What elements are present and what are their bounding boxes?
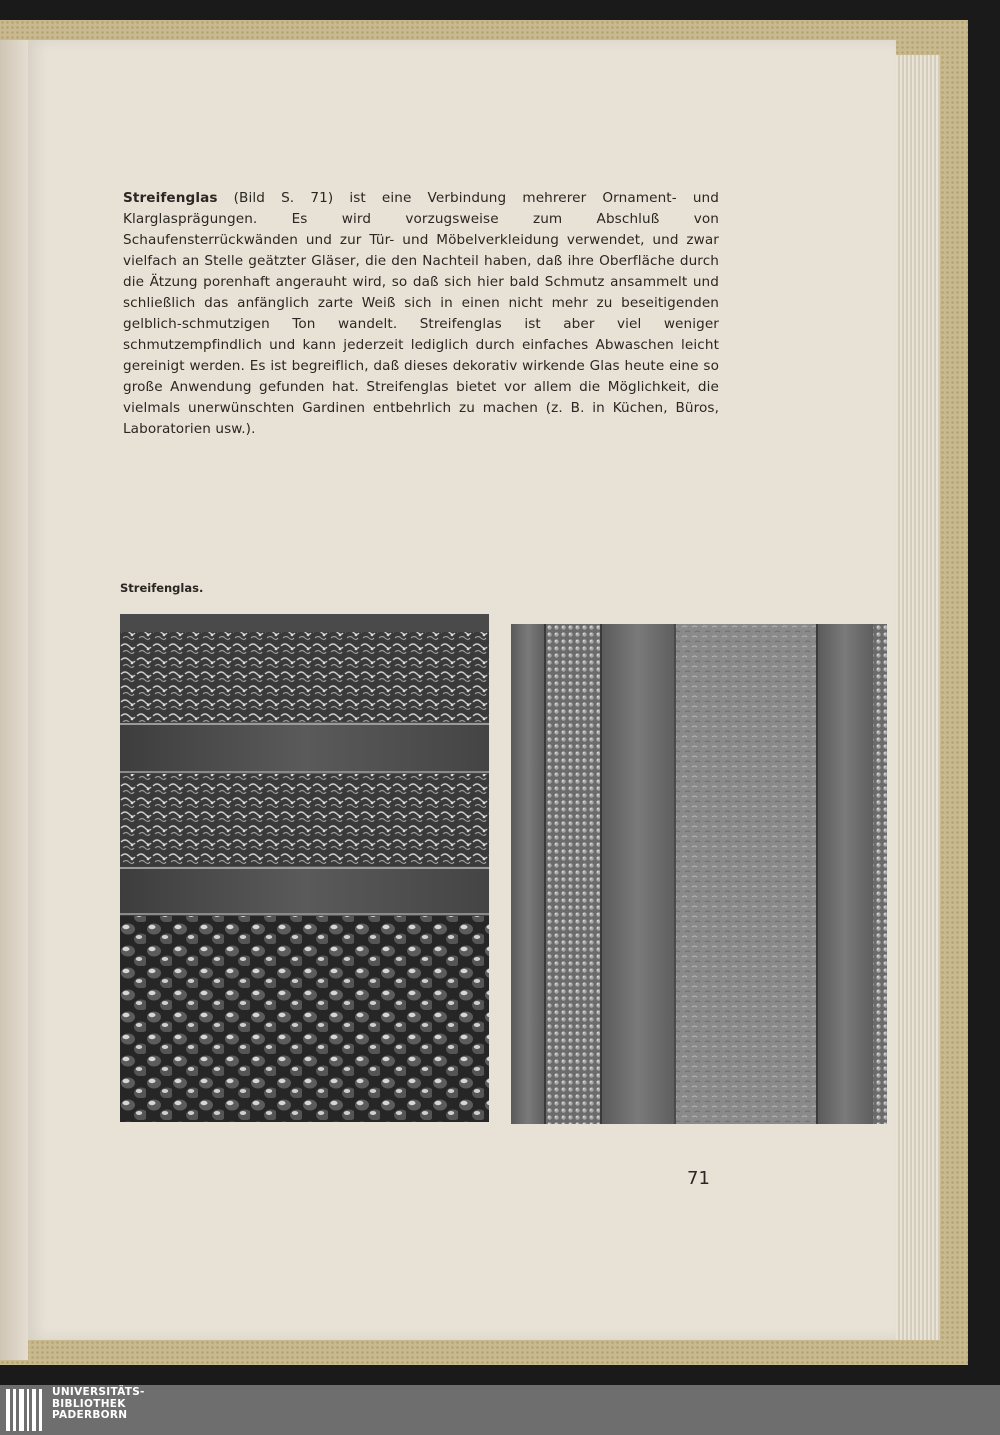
library-logo-icon bbox=[6, 1389, 46, 1431]
paragraph-lead: Streifenglas bbox=[123, 190, 218, 206]
library-name-line1: UNIVERSITÄTS- bbox=[52, 1386, 145, 1398]
library-footer bbox=[0, 1385, 1000, 1435]
body-paragraph bbox=[123, 188, 719, 440]
streifenglas-photo-right bbox=[511, 624, 887, 1124]
facing-page-edge bbox=[0, 40, 28, 1360]
book-page bbox=[28, 40, 896, 1340]
library-name-line2: BIBLIOTHEK bbox=[52, 1397, 126, 1410]
library-name-line3: PADERBORN bbox=[52, 1409, 128, 1421]
page-number: 71 bbox=[687, 1168, 710, 1189]
figure-caption: Streifenglas. bbox=[120, 581, 204, 595]
library-name bbox=[52, 1387, 145, 1422]
streifenglas-photo-left bbox=[120, 614, 489, 1122]
paragraph-rest: (Bild S. 71) ist eine Verbindung mehrerer Ornament- und Klarglasprägungen. Es wird vorzugsweise zum Abschluß von Schaufensterrückwänden und zur Tür- und Möbelverkleidung verwendet, und zwar vielfach an Stelle geätzter Gläser, die den Nachteil haben, daß ihre Oberfläche durch die Ätzung porenhaft angerauht wird, so daß sich hier bald Schmutz ansammelt und schließlich das anfänglich zarte Weiß sich in einen nicht mehr zu beseitigenden gelblich-schmutzigen Ton wandelt. Streifenglas ist aber viel weniger schmutzempfindlich und kann jederzeit lediglich durch einfaches Abwaschen leicht gereinigt werden. Es ist begreiflich, daß dieses dekorativ wirkende Glas heute eine so große Anwendung gefunden hat. Streifenglas bietet vor allem die Möglichkeit, die vielmals unerwünschten Gardinen entbehrlich zu machen (z. B. in Küchen, Büros, Laboratorien usw.). bbox=[123, 190, 719, 437]
